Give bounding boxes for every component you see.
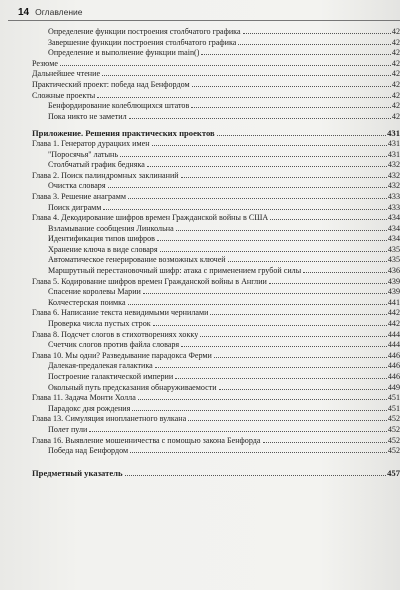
leader-dots <box>269 283 387 284</box>
toc-entry-title: Глава 8. Подсчет слогов в стихотворениях хокку <box>32 329 199 339</box>
toc-entry-page: 42 <box>391 58 400 68</box>
toc-entry[interactable] <box>32 255 400 266</box>
toc-entry-appendix[interactable] <box>32 128 400 139</box>
toc-entry-page: 431 <box>387 149 400 159</box>
leader-dots <box>97 97 391 98</box>
toc-entry-page: 444 <box>387 340 400 350</box>
toc-entry[interactable] <box>32 319 400 330</box>
toc-entry[interactable] <box>32 298 400 309</box>
toc-entry-page: 42 <box>391 111 400 121</box>
toc-entry-title: Проверка числа пустых строк <box>48 319 151 329</box>
toc-entry-page: 439 <box>387 276 400 286</box>
toc-entry-title: Автоматическое генерирование возможных ключей <box>48 255 226 265</box>
toc-entry-title: Построение галактической империи <box>48 372 174 381</box>
leader-dots <box>219 389 387 390</box>
toc-entry[interactable] <box>32 91 400 102</box>
toc-entry-title: Спасение королевы Марии <box>48 287 141 297</box>
toc-entry-page: 42 <box>391 101 400 111</box>
leader-dots <box>217 135 386 136</box>
leader-dots <box>103 209 386 210</box>
toc-entry-page: 446 <box>387 361 400 371</box>
leader-dots <box>200 336 387 337</box>
toc-entry-title: Глава 4. Декодирование шифров времен Гражданской войны в США <box>32 213 269 223</box>
toc-entry-title: Колчестерская поимка <box>48 297 126 307</box>
leader-dots <box>143 293 387 294</box>
toc-entry[interactable] <box>32 224 400 235</box>
toc-entry[interactable] <box>32 383 400 394</box>
toc-entry-title: Полет пули <box>48 424 88 434</box>
toc-entry[interactable] <box>32 372 400 383</box>
toc-entry[interactable] <box>32 330 400 341</box>
toc-entry-page: 451 <box>387 393 400 403</box>
toc-entry-index[interactable] <box>32 468 400 479</box>
spacer <box>32 457 400 468</box>
toc-entry-title: "Поросячья" латынь <box>48 149 119 159</box>
toc-entry-page: 434 <box>387 234 400 244</box>
toc-entry[interactable] <box>32 181 400 192</box>
toc-entry-title: Далекая-предалекая галактика <box>48 361 153 371</box>
toc-entry-title: Пока никто не заметил <box>48 111 127 121</box>
toc-entry-title: Взламывание сообщения Линкольна <box>48 223 174 233</box>
toc-entry-title: Глава 13. Симуляция инопланетного вулкана <box>32 414 187 424</box>
toc-entry-page: 457 <box>387 467 400 478</box>
toc-entry-page: 442 <box>387 319 400 329</box>
toc-entry-page: 42 <box>391 69 400 79</box>
toc-entry-page: 451 <box>387 403 400 413</box>
leader-dots <box>128 304 387 305</box>
toc-entry-page: 42 <box>391 48 400 58</box>
toc-entry[interactable] <box>32 414 400 425</box>
toc-entry[interactable] <box>32 351 400 362</box>
toc-entry-page: 452 <box>387 424 400 434</box>
page-number: 14 <box>18 6 30 18</box>
toc-entry-page: 439 <box>387 287 400 297</box>
leader-dots <box>243 33 391 34</box>
toc-entry-page: 432 <box>387 160 400 170</box>
toc-entry[interactable] <box>32 101 400 112</box>
toc-entry-title: Резюме <box>32 58 58 68</box>
toc-entry-title: Глава 3. Решение анаграмм <box>32 191 126 201</box>
leader-dots <box>176 230 387 231</box>
toc-entry-title: Глава 10. Мы одни? Разведывание парадокса Ферми <box>32 350 212 360</box>
toc-entry-title: Бенфордирование колеблющихся штатов <box>48 101 190 111</box>
toc-entry-title: Парадокс дня рождения <box>48 403 131 413</box>
toc-entry-page: 432 <box>387 170 400 180</box>
toc-entry[interactable] <box>32 48 400 59</box>
toc-entry-page: 436 <box>387 266 400 276</box>
toc-entry[interactable] <box>32 393 400 404</box>
toc-entry-title: Завершение функции построения столбчатого графика <box>48 37 237 47</box>
toc-entry-title: Определение и выполнение функции main() <box>48 48 200 58</box>
toc-entry[interactable] <box>32 80 400 91</box>
leader-dots <box>130 452 387 453</box>
toc-entry-page: 452 <box>387 414 400 424</box>
toc-entry-page: 434 <box>387 213 400 223</box>
toc-entry[interactable] <box>32 38 400 49</box>
toc-entry[interactable] <box>32 234 400 245</box>
toc-entry[interactable] <box>32 404 400 415</box>
toc-entry-page: 452 <box>387 435 400 445</box>
leader-dots <box>120 156 387 157</box>
toc-entry[interactable] <box>32 160 400 171</box>
toc-entry-page: 42 <box>391 90 400 100</box>
leader-dots <box>175 378 387 379</box>
toc-entry-title: Поиск диграмм <box>48 202 102 212</box>
toc-entry-page: 431 <box>387 128 400 139</box>
leader-dots <box>138 399 387 400</box>
leader-dots <box>102 75 391 76</box>
toc-entry-title: Победа над Бенфордом <box>48 446 129 456</box>
toc-entry-title: Определение функции построения столбчатого графика <box>48 27 241 36</box>
leader-dots <box>153 325 387 326</box>
toc-entry-page: 449 <box>387 382 400 392</box>
toc-entry[interactable] <box>32 59 400 70</box>
leader-dots <box>60 65 391 66</box>
toc-entry-title: Глава 6. Написание текста невидимыми чернилами <box>32 308 209 318</box>
header-rule <box>8 20 400 21</box>
leader-dots <box>160 251 387 252</box>
leader-dots <box>129 118 391 119</box>
toc-entry[interactable] <box>32 436 400 447</box>
leader-dots <box>128 198 387 199</box>
toc-entry-page: 42 <box>391 27 400 36</box>
toc-entry-title: Дальнейшее чтение <box>32 69 101 79</box>
leader-dots <box>89 431 386 432</box>
toc-entry-page: 444 <box>387 329 400 339</box>
toc-entry-title: Счетчик слогов против файла словаря <box>48 340 180 350</box>
leader-dots <box>238 44 391 45</box>
toc-entry[interactable] <box>32 69 400 80</box>
toc-entry[interactable] <box>32 139 400 150</box>
leader-dots <box>210 314 386 315</box>
toc-entry-title: Окольный путь предсказания обнаруживаемости <box>48 382 217 392</box>
leader-dots <box>303 272 387 273</box>
toc-block-appendix <box>32 139 400 457</box>
toc-entry[interactable] <box>32 203 400 214</box>
toc-entry[interactable] <box>32 277 400 288</box>
leader-dots <box>155 367 387 368</box>
toc-entry-title: Хранение ключа в виде словаря <box>48 244 158 254</box>
toc-entry[interactable] <box>32 150 400 161</box>
toc-entry-title: Маршрутный перестановочный шифр: атака с применением грубой силы <box>48 266 302 276</box>
leader-dots <box>188 420 387 421</box>
toc-entry[interactable] <box>32 340 400 351</box>
leader-dots <box>147 166 387 167</box>
toc-entry-page: 432 <box>387 181 400 191</box>
toc-entry-page: 431 <box>387 138 400 148</box>
leader-dots <box>125 475 387 476</box>
leader-dots <box>263 442 387 443</box>
toc-entry-title: Практический проект: победа над Бенфордом <box>32 79 190 89</box>
toc-entry-title: Предметный указатель <box>32 467 123 478</box>
toc-entry[interactable] <box>32 245 400 256</box>
toc-entry[interactable] <box>32 192 400 203</box>
toc-entry[interactable] <box>32 266 400 277</box>
toc-entry-page: 446 <box>387 350 400 360</box>
leader-dots <box>192 86 391 87</box>
toc-entry-page: 441 <box>387 297 400 307</box>
toc-entry[interactable] <box>32 213 400 224</box>
toc-entry[interactable] <box>32 308 400 319</box>
toc-entry[interactable] <box>32 287 400 298</box>
toc-entry-page: 435 <box>387 255 400 265</box>
toc-entry[interactable] <box>32 171 400 182</box>
header-title: Оглавление <box>35 7 83 17</box>
leader-dots <box>201 54 391 55</box>
toc-entry[interactable] <box>32 361 400 372</box>
running-header <box>8 5 398 19</box>
toc-block-chapter-end <box>32 27 400 122</box>
toc-entry-page: 435 <box>387 244 400 254</box>
leader-dots <box>214 357 387 358</box>
leader-dots <box>132 410 386 411</box>
toc-entry[interactable] <box>32 112 400 123</box>
toc-entry-title: Приложение. Решения практических проектов <box>32 128 215 139</box>
toc-entry-page: 42 <box>391 37 400 47</box>
leader-dots <box>270 219 387 220</box>
leader-dots <box>181 346 387 347</box>
toc-entry-title: Идентификация типов шифров <box>48 234 155 244</box>
toc-entry-page: 434 <box>387 223 400 233</box>
toc-entry-title: Сложные проекты <box>32 90 96 100</box>
toc-entry-title: Глава 2. Поиск палиндромных заклинаний <box>32 170 179 180</box>
toc-entry-title: Глава 11. Задача Монти Холла <box>32 393 136 403</box>
leader-dots <box>191 107 391 108</box>
toc-entry-title: Очистка словаря <box>48 181 106 191</box>
toc-entry-page: 433 <box>387 202 400 212</box>
table-of-contents <box>32 27 400 478</box>
leader-dots <box>181 177 387 178</box>
leader-dots <box>157 240 387 241</box>
toc-entry[interactable] <box>32 446 400 457</box>
toc-entry-page: 42 <box>391 79 400 89</box>
toc-entry-page: 433 <box>387 191 400 201</box>
toc-entry-title: Глава 5. Кодирование шифров времен Гражданской войны в Англии <box>32 276 267 286</box>
leader-dots <box>108 187 387 188</box>
toc-entry[interactable] <box>32 27 400 38</box>
toc-entry-page: 442 <box>387 308 400 318</box>
toc-entry-title: Глава 1. Генератор дурацких имен <box>32 138 150 148</box>
toc-entry-page: 452 <box>387 446 400 456</box>
toc-entry-page: 446 <box>387 372 400 381</box>
toc-entry-title: Глава 16. Выявление мошенничества с помощью закона Бенфорда <box>32 435 261 445</box>
leader-dots <box>152 145 387 146</box>
toc-entry[interactable] <box>32 425 400 436</box>
leader-dots <box>228 261 387 262</box>
toc-entry-title: Столбчатый график бедняка <box>48 160 145 170</box>
